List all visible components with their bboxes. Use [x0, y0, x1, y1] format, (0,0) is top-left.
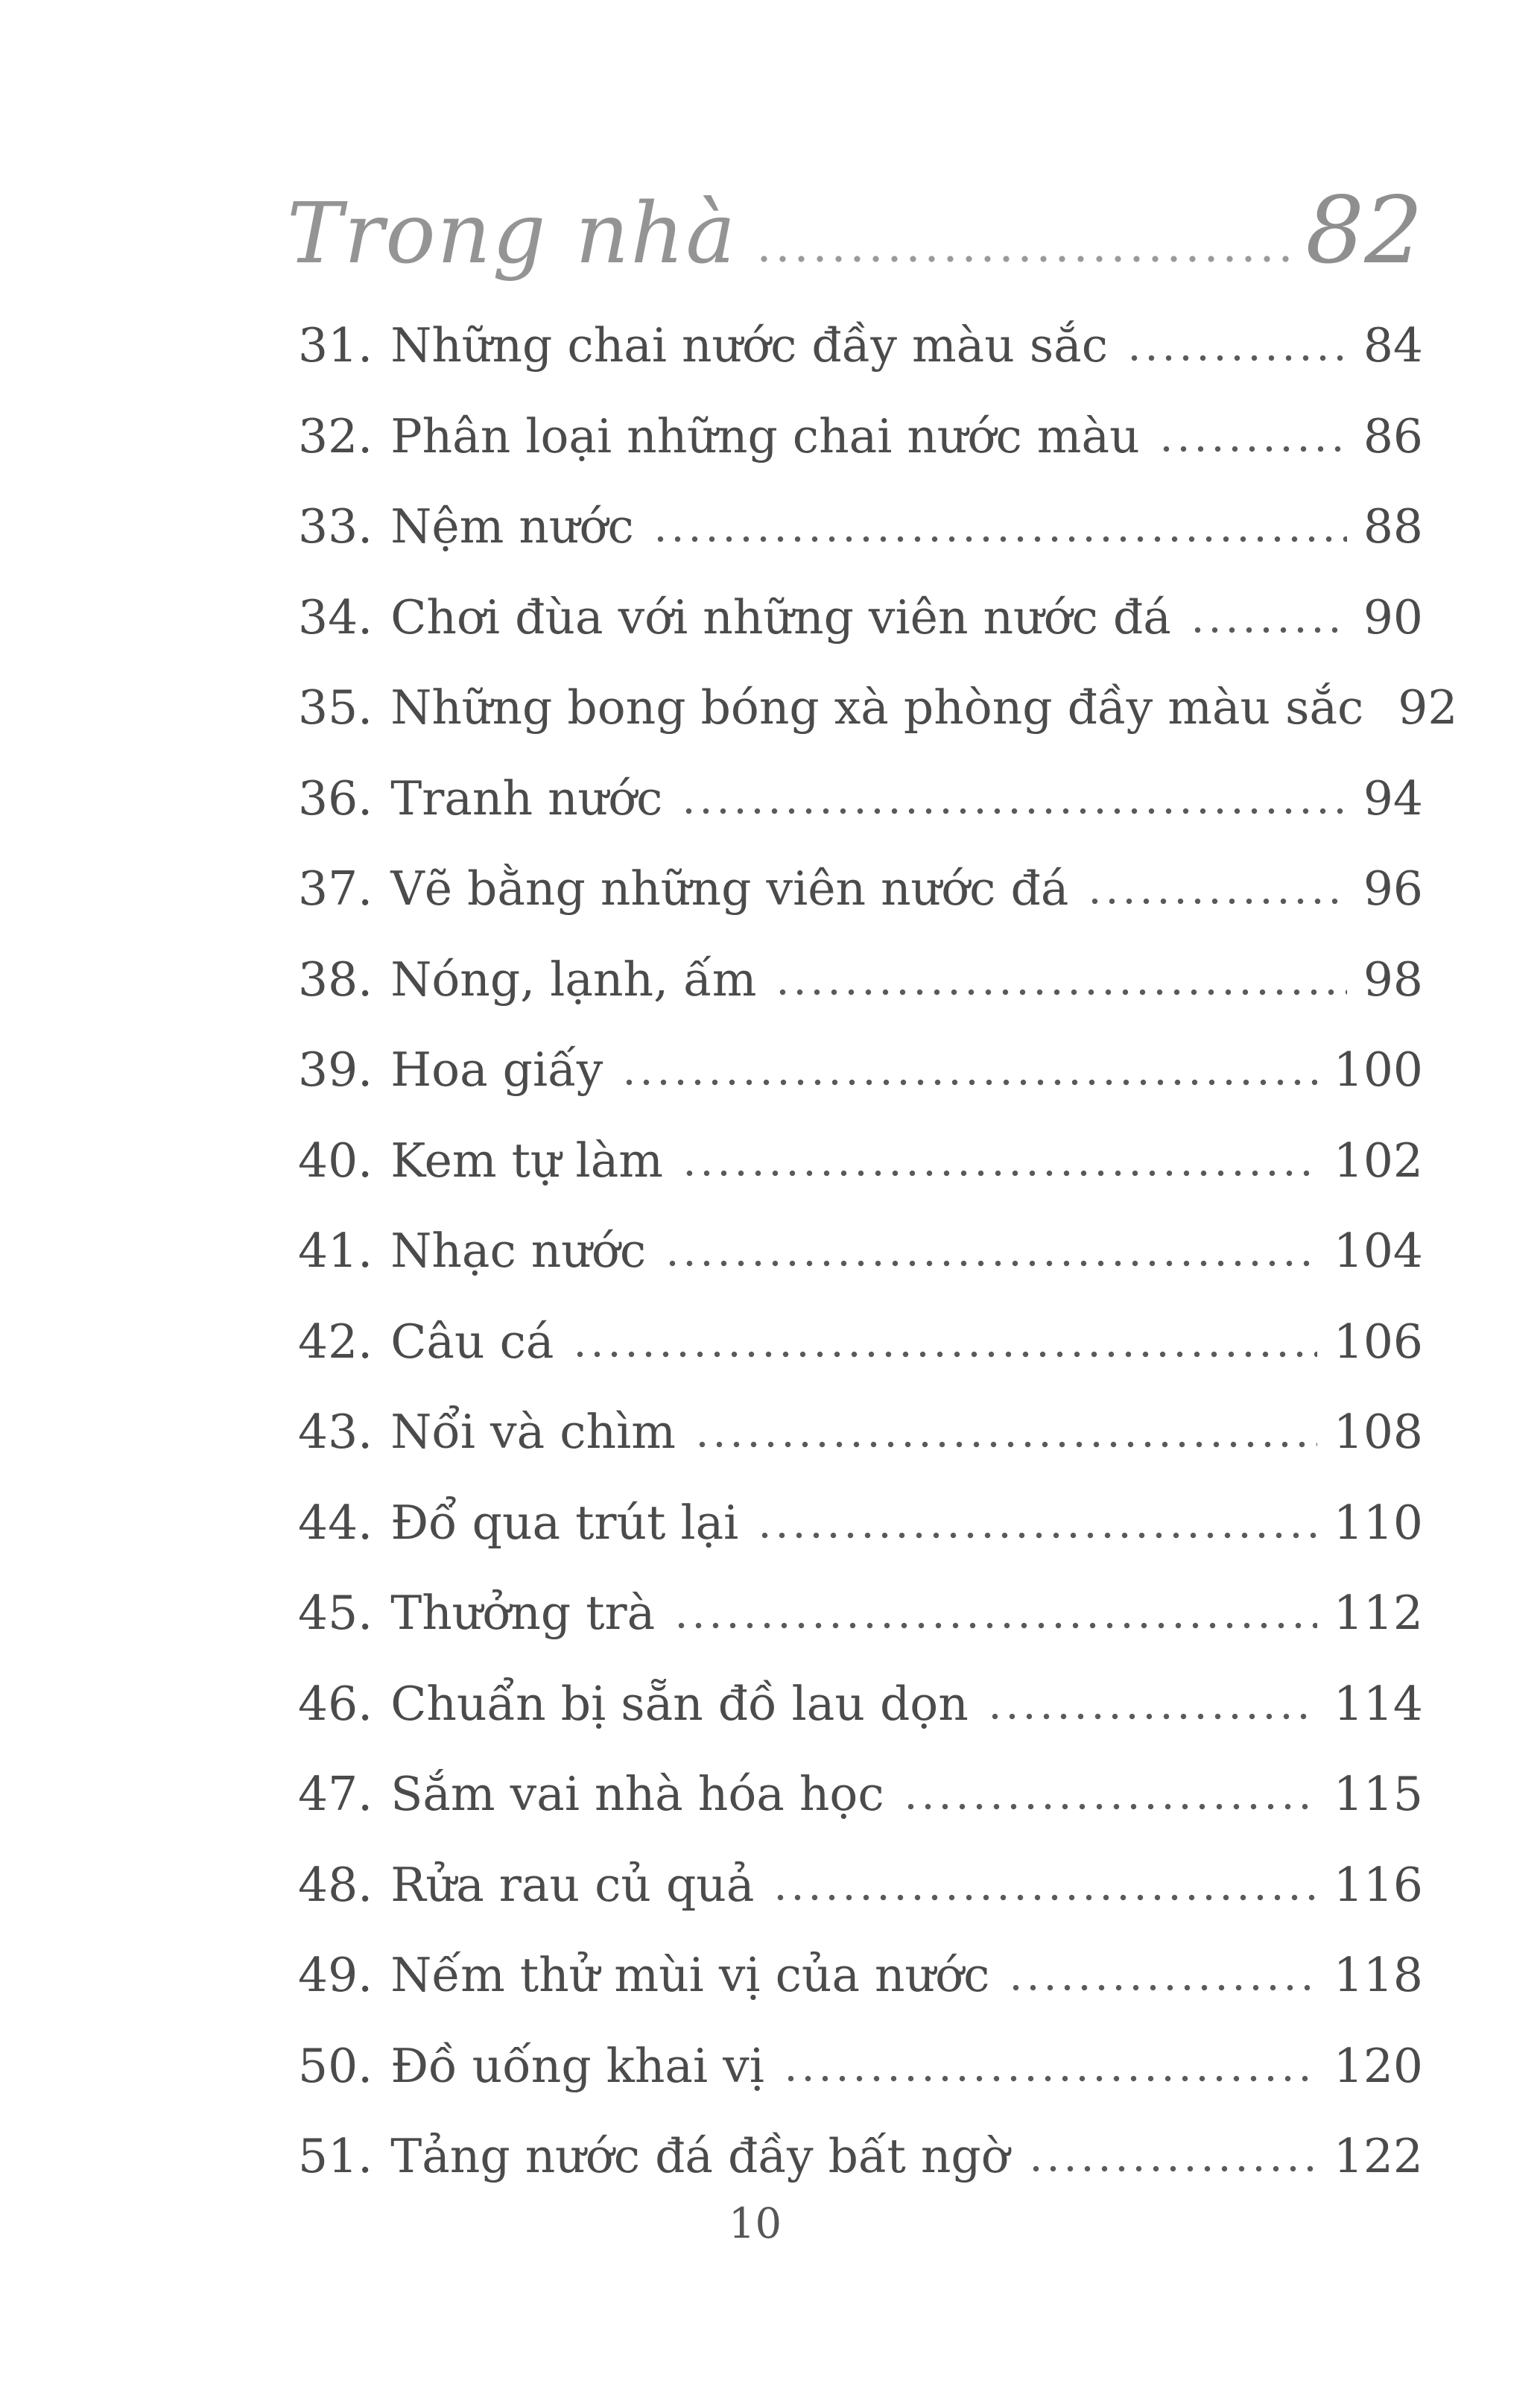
toc-entry-page: 106	[1333, 1314, 1423, 1369]
toc-entry-title: Nóng, lạnh, ấm	[390, 952, 757, 1007]
toc-entry-number: 36.	[298, 770, 373, 826]
toc-entry-number: 38.	[298, 952, 373, 1007]
toc-entry-number: 37.	[298, 861, 373, 916]
toc-entry-number: 41.	[298, 1224, 373, 1278]
toc-entry	[298, 2039, 1423, 2130]
toc-dot-leader	[782, 2075, 1317, 2082]
toc-entry	[298, 500, 1423, 591]
toc-entry-number: 32.	[298, 408, 373, 463]
toc-dot-leader	[1189, 627, 1347, 633]
toc-dot-leader	[1158, 446, 1347, 452]
toc-dot-leader	[1007, 1984, 1316, 1991]
toc-entry-title: Tranh nước	[390, 770, 663, 826]
toc-entry-number: 42.	[298, 1314, 373, 1369]
toc-dot-leader	[652, 536, 1347, 542]
toc-entry-number: 46.	[298, 1676, 373, 1731]
toc-entry	[298, 1405, 1423, 1496]
toc-entry-number: 51.	[298, 2129, 373, 2183]
toc-entry	[298, 862, 1423, 953]
toc-dot-leader	[756, 1532, 1316, 1539]
toc-entry-title: Những chai nước đầy màu sắc	[390, 318, 1109, 373]
toc-dot-leader	[664, 1260, 1317, 1267]
toc-entry-title: Đồ uống khai vị	[390, 2038, 764, 2093]
toc-entry-page: 112	[1333, 1586, 1423, 1640]
toc-entry	[298, 1949, 1423, 2039]
toc-dot-leader	[902, 1803, 1317, 1810]
toc-dot-leader	[986, 1713, 1317, 1720]
toc-entry	[298, 1134, 1423, 1225]
section-dot-leader	[755, 256, 1289, 262]
toc-dot-leader	[680, 808, 1346, 814]
toc-entry-title: Nhạc nước	[390, 1224, 647, 1278]
toc-entry-page: 96	[1363, 861, 1423, 916]
toc-entry	[298, 1315, 1423, 1406]
toc-entry-page: 100	[1333, 1042, 1423, 1097]
toc-entry-page: 84	[1363, 318, 1423, 373]
toc-entry	[298, 1677, 1423, 1768]
toc-entry-title: Những bong bóng xà phòng đầy màu sắc	[390, 680, 1364, 735]
toc-entry-page: 94	[1363, 770, 1423, 826]
toc-entry-title: Chuẩn bị sẵn đồ lau dọn	[390, 1676, 969, 1731]
toc-dot-leader	[673, 1622, 1317, 1629]
toc-entry	[298, 1496, 1423, 1587]
toc-entry-page: 108	[1333, 1405, 1423, 1459]
toc-entry-number: 31.	[298, 318, 373, 373]
toc-entry-title: Đổ qua trút lại	[390, 1495, 739, 1550]
toc-entry-title: Sắm vai nhà hóa học	[390, 1767, 884, 1821]
toc-entry-title: Kem tự làm	[390, 1133, 663, 1188]
toc-entry-title: Nệm nước	[390, 499, 634, 554]
toc-entry-page: 86	[1363, 408, 1423, 463]
toc-entry-title: Tảng nước đá đầy bất ngờ	[390, 2129, 1010, 2183]
toc-entry-page: 102	[1333, 1133, 1423, 1188]
toc-entry	[298, 1586, 1423, 1677]
toc-entry-page: 88	[1363, 499, 1423, 554]
toc-entry-number: 43.	[298, 1405, 373, 1459]
toc-dot-leader	[1126, 355, 1347, 361]
toc-entry-page: 115	[1333, 1767, 1423, 1821]
page-number: 10	[728, 2200, 782, 2248]
toc-entry-title: Nổi và chìm	[390, 1405, 676, 1459]
toc-entry-number: 49.	[298, 1948, 373, 2002]
toc-entry-page: 114	[1333, 1676, 1423, 1731]
toc-entry-page: 110	[1333, 1495, 1423, 1550]
toc-entry-number: 45.	[298, 1586, 373, 1640]
toc-entry	[298, 1858, 1423, 1949]
toc-entry-page: 120	[1333, 2038, 1423, 2093]
toc-entry-number: 39.	[298, 1042, 373, 1097]
toc-entry-title: Chơi đùa với những viên nước đá	[390, 589, 1171, 645]
toc-entry-title: Nếm thử mùi vị của nước	[390, 1948, 990, 2002]
toc-entry-number: 33.	[298, 499, 373, 554]
toc-entry-number: 34.	[298, 589, 373, 645]
toc-entry-title: Hoa giấy	[390, 1042, 603, 1097]
toc-entry-title: Phân loại những chai nước màu	[390, 408, 1140, 463]
toc-entry-number: 47.	[298, 1767, 373, 1821]
toc-entry	[298, 953, 1423, 1044]
toc-dot-leader	[1027, 2165, 1317, 2172]
toc-entry	[298, 1768, 1423, 1858]
toc-entry-number: 35.	[298, 680, 373, 735]
toc-entry-page: 92	[1398, 680, 1458, 735]
section-page-number: 82	[1305, 177, 1423, 285]
toc-dot-leader	[621, 1079, 1316, 1086]
toc-dot-leader	[694, 1441, 1317, 1448]
toc-dot-leader	[681, 1170, 1317, 1177]
toc-entry-number: 44.	[298, 1495, 373, 1550]
toc-entry-title: Câu cá	[390, 1314, 554, 1369]
toc-entry-number: 50.	[298, 2038, 373, 2093]
toc-entry	[298, 1224, 1423, 1315]
toc-entry	[298, 1043, 1423, 1134]
toc-entry-title: Vẽ bằng những viên nước đá	[390, 861, 1069, 916]
section-header	[287, 177, 1423, 285]
toc-list	[298, 318, 1458, 2221]
toc-entry	[298, 319, 1423, 410]
toc-entry-page: 116	[1333, 1857, 1423, 1912]
toc-entry-page: 118	[1333, 1948, 1423, 2002]
toc-entry-number: 48.	[298, 1857, 373, 1912]
toc-entry-page: 98	[1363, 952, 1423, 1007]
toc-entry-page: 104	[1333, 1224, 1423, 1278]
page-footer	[0, 2200, 1510, 2248]
toc-entry-page: 90	[1363, 589, 1423, 645]
toc-entry	[298, 680, 1458, 772]
toc-dot-leader	[1086, 898, 1346, 905]
toc-entry-page: 122	[1333, 2129, 1423, 2183]
toc-entry	[298, 410, 1423, 501]
toc-dot-leader	[774, 989, 1346, 996]
toc-entry	[298, 772, 1423, 863]
toc-entry-title: Rửa rau củ quả	[390, 1857, 755, 1912]
toc-dot-leader	[772, 1894, 1316, 1901]
toc-entry-title: Thưởng trà	[390, 1586, 656, 1640]
toc-entry	[298, 591, 1423, 682]
toc-entry-number: 40.	[298, 1133, 373, 1188]
toc-dot-leader	[571, 1351, 1316, 1358]
section-title: Trong nhà	[287, 186, 738, 282]
